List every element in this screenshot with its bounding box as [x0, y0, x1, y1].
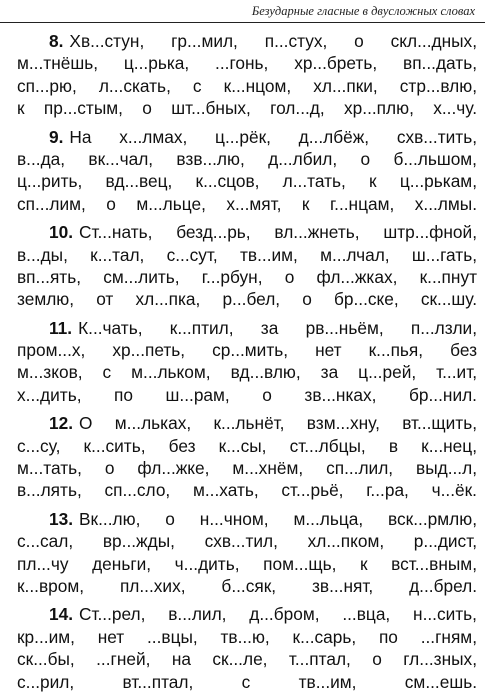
- exercise-line: х...дить, по ш...рам, о зв...нках, бр...нил.: [17, 384, 477, 405]
- exercise-number: 14.: [49, 604, 74, 625]
- exercise-13: [17, 508, 477, 598]
- exercise-list: [17, 30, 477, 699]
- exercise-line: с...су, к...сить, без к...сы, ст...лбцы, в к...нец,: [17, 435, 477, 456]
- exercise-line: м...тнёшь, ц...рька, ...гонь, хр...бреть, вп...дать,: [17, 53, 477, 74]
- exercise-text: К...чать, к...птил, за рв...ньём, п...лзли,: [78, 317, 477, 338]
- exercise-line: ц...рить, вд...вец, к...сцов, л...тать, к ц...рькам,: [17, 171, 477, 192]
- exercise-line: [17, 412, 477, 434]
- exercise-text: О м...льках, к...льнёт, взм...хну, вт...щить,: [79, 413, 477, 434]
- exercise-line: в...да, вк...чал, взв...лю, д...лбил, о б...льшом,: [17, 148, 477, 169]
- exercise-number: 9.: [49, 126, 64, 147]
- exercise-14: [17, 603, 477, 693]
- exercise-number: 12.: [49, 413, 74, 434]
- exercise-12: [17, 412, 477, 502]
- exercise-line: к пр...стым, о шт...бных, гол...д, хр...плю, х...чу.: [17, 98, 477, 119]
- exercise-text: Хв...стун, гр...мил, п...стух, о скл...дных,: [69, 31, 477, 51]
- exercise-line: сп...рю, л...скать, с к...нцом, хл...пки, стр...влю,: [17, 75, 477, 96]
- exercise-line: кр...им, нет ...вцы, тв...ю, к...сарь, по ...гням,: [17, 626, 477, 647]
- exercise-text: Ст...нать, безд...рь, вл...жнеть, штр...фной,: [79, 222, 477, 243]
- exercise-8: [17, 30, 477, 120]
- exercise-number: 10.: [49, 222, 74, 243]
- exercise-line: землю, от хл...пка, р...бел, о бр...ске, ск...шу.: [17, 289, 477, 310]
- exercise-line: м...тать, о фл...жке, м...хнём, сп...лил, выд...л,: [17, 458, 477, 479]
- exercise-number: 8.: [49, 31, 64, 51]
- exercise-text: На х...лмах, ц...рёк, д...лбёж, схв...тить,: [69, 126, 477, 147]
- exercise-10: [17, 221, 477, 311]
- exercise-line: с...рил, вт...птал, с тв...им, см...ешь.: [17, 671, 477, 692]
- exercise-line: [17, 603, 477, 625]
- exercise-line: [17, 221, 477, 243]
- exercise-text: Вк...лю, о н...чном, м...льца, вск...рмлю,: [79, 508, 477, 529]
- exercise-line: [17, 508, 477, 530]
- exercise-9: [17, 126, 477, 216]
- exercise-line: сп...лим, о м...льце, х...мят, к г...нцам, х...лмы.: [17, 193, 477, 214]
- exercise-line: в...ды, к...тал, с...сут, тв...им, м...лчал, ш...гать,: [17, 244, 477, 265]
- exercise-line: пром...х, хр...петь, ср...мить, нет к...пья, без: [17, 340, 477, 361]
- exercise-line: пл...чу деньги, ч...дить, пом...щь, к вст...вным,: [17, 553, 477, 574]
- exercise-line: м...зков, с м...льком, вд...влю, за ц...рей, т...ит,: [17, 362, 477, 383]
- exercise-line: [17, 30, 477, 52]
- running-header: [0, 2, 485, 23]
- exercise-11: [17, 317, 477, 407]
- exercise-line: [17, 126, 477, 148]
- exercise-text: Ст...рел, в...лил, д...бром, ...вца, н...сить,: [79, 604, 477, 625]
- exercise-line: в...лять, сп...сло, м...хать, ст...рьё, г...ра, ч...ёк.: [17, 480, 477, 501]
- exercise-number: 13.: [49, 508, 74, 529]
- exercise-line: к...вром, пл...хих, б...сяк, зв...нят, д...брел.: [17, 575, 477, 596]
- exercise-line: с...сал, вр...жды, схв...тил, хл...пком, р...дист,: [17, 531, 477, 552]
- exercise-line: ск...бы, ...гней, на ск...ле, т...птал, о гл...зных,: [17, 649, 477, 670]
- running-header-title: Безударные гласные в двусложных словах: [251, 4, 475, 18]
- exercise-line: [17, 317, 477, 339]
- exercise-line: вп...ять, см...лить, г...рбун, о фл...жках, к...пнут: [17, 266, 477, 287]
- exercise-number: 11.: [49, 317, 73, 338]
